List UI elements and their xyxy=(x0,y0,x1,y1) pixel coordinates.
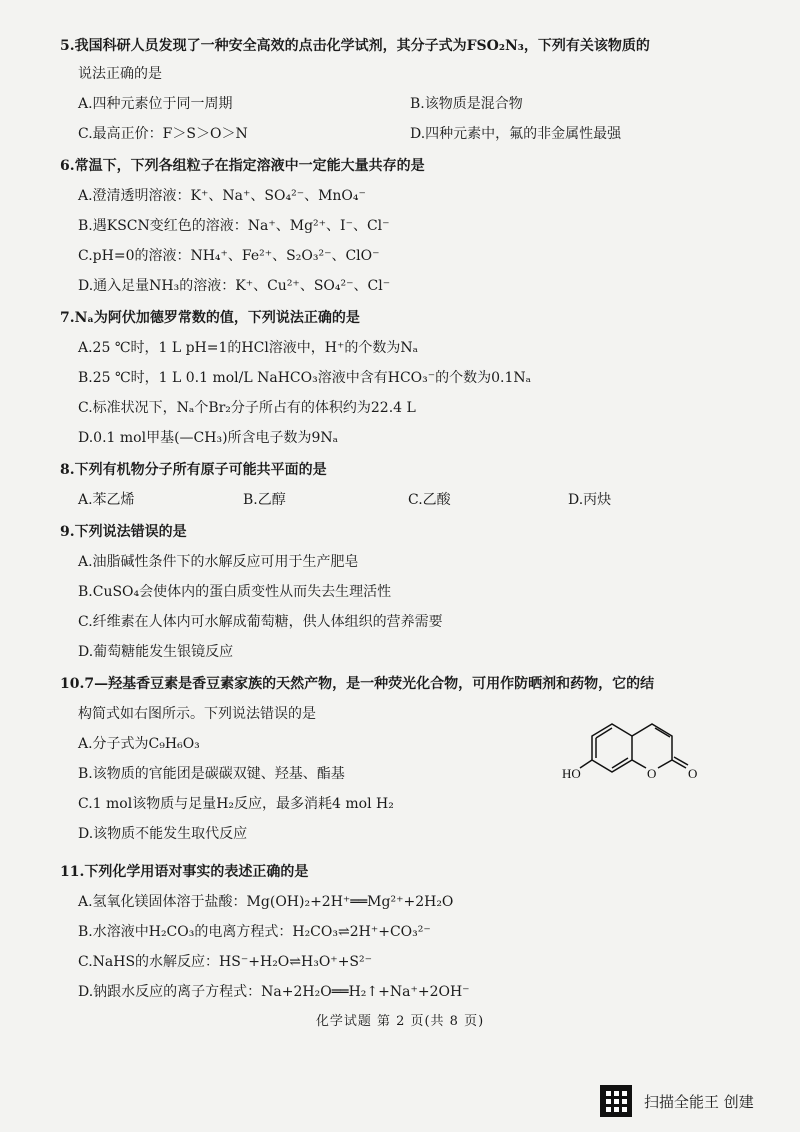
q8-option-b: B.乙醇 xyxy=(243,492,286,508)
q10-option-c: C.1 mol该物质与足量H₂反应，最多消耗4 mol H₂ xyxy=(78,796,394,812)
q11-option-a: A.氢氧化镁固体溶于盐酸：Mg(OH)₂+2H⁺══Mg²⁺+2H₂O xyxy=(78,894,454,910)
question-8-stem: 8.下列有机物分子所有原子可能共平面的是 xyxy=(60,462,327,478)
q5-option-b: B.该物质是混合物 xyxy=(410,96,523,112)
q9-option-c: C.纤维素在人体内可水解成葡萄糖，供人体组织的营养需要 xyxy=(78,614,443,630)
hydroxycoumarin-structure xyxy=(560,706,740,790)
struct-ring-o-label: O xyxy=(647,766,657,781)
q8-option-d: D.丙炔 xyxy=(568,492,612,508)
q11-option-d: D.钠跟水反应的离子方程式：Na+2H₂O══H₂↑+Na⁺+2OH⁻ xyxy=(78,984,470,1000)
struct-ho-label: HO xyxy=(562,766,581,781)
q10-option-d: D.该物质不能发生取代反应 xyxy=(78,826,248,842)
question-11-stem: 11.下列化学用语对事实的表述正确的是 xyxy=(60,864,309,880)
page-footer: 化学试题 第 2 页(共 8 页) xyxy=(315,1014,485,1029)
q9-option-a: A.油脂碱性条件下的水解反应可用于生产肥皂 xyxy=(78,554,359,570)
benzene-ring xyxy=(592,724,632,772)
struct-carbonyl-o-label: O xyxy=(688,766,698,781)
question-6-stem: 6.常温下，下列各组粒子在指定溶液中一定能大量共存的是 xyxy=(60,158,425,174)
q11-option-b: B.水溶液中H₂CO₃的电离方程式：H₂CO₃⇌2H⁺+CO₃²⁻ xyxy=(78,924,431,940)
scanner-watermark xyxy=(600,1083,754,1119)
q5-option-c: C.最高正价：F＞S＞O＞N xyxy=(78,126,248,142)
q11-option-c: C.NaHS的水解反应：HS⁻+H₂O⇌H₃O⁺+S²⁻ xyxy=(78,954,373,970)
question-5-stem: 5.我国科研人员发现了一种安全高效的点击化学试剂，其分子式为FSO₂N₃，下列有关该物质的 xyxy=(60,38,650,54)
q10-option-b: B.该物质的官能团是碳碳双键、羟基、酯基 xyxy=(78,766,345,782)
question-9-stem: 9.下列说法错误的是 xyxy=(60,524,187,540)
q7-option-d: D.0.1 mol甲基(—CH₃)所含电子数为9Nₐ xyxy=(78,430,339,446)
q8-options-row xyxy=(78,490,798,510)
q5-option-a: A.四种元素位于同一周期 xyxy=(78,96,233,112)
q9-option-d: D.葡萄糖能发生银镜反应 xyxy=(78,644,234,660)
q6-option-d: D.通入足量NH₃的溶液：K⁺、Cu²⁺、SO₄²⁻、Cl⁻ xyxy=(78,278,391,294)
pyranone-ring xyxy=(632,724,672,768)
q6-option-b: B.遇KSCN变红色的溶液：Na⁺、Mg²⁺、I⁻、Cl⁻ xyxy=(78,218,390,234)
q8-option-a: A.苯乙烯 xyxy=(78,492,135,508)
question-5-stem-cont: 说法正确的是 xyxy=(78,66,162,82)
q8-option-c: C.乙酸 xyxy=(408,492,451,508)
q5-option-d: D.四种元素中，氟的非金属性最强 xyxy=(410,126,622,142)
question-10-stem-cont: 构简式如右图所示。下列说法错误的是 xyxy=(78,706,316,722)
q10-option-a: A.分子式为C₉H₆O₃ xyxy=(78,736,200,752)
scanner-brand-text: 扫描全能王 创建 xyxy=(644,1092,754,1111)
question-7-stem: 7.Nₐ为阿伏加德罗常数的值，下列说法正确的是 xyxy=(60,310,360,326)
q7-option-a: A.25 ℃时，1 L pH=1的HCl溶液中，H⁺的个数为Nₐ xyxy=(78,340,419,356)
q6-option-c: C.pH=0的溶液：NH₄⁺、Fe²⁺、S₂O₃²⁻、ClO⁻ xyxy=(78,248,380,264)
q7-option-b: B.25 ℃时，1 L 0.1 mol/L NaHCO₃溶液中含有HCO₃⁻的个数为0.1Nₐ xyxy=(78,370,532,386)
q6-option-a: A.澄清透明溶液：K⁺、Na⁺、SO₄²⁻、MnO₄⁻ xyxy=(78,188,366,204)
qr-code-icon xyxy=(600,1085,632,1117)
question-10-stem: 10.7—羟基香豆素是香豆素家族的天然产物，是一种荧光化合物，可用作防晒剂和药物，它的结 xyxy=(60,676,655,692)
q9-option-b: B.CuSO₄会使体内的蛋白质变性从而失去生理活性 xyxy=(78,584,392,600)
q7-option-c: C.标准状况下，Nₐ个Br₂分子所占有的体积约为22.4 L xyxy=(78,400,416,416)
